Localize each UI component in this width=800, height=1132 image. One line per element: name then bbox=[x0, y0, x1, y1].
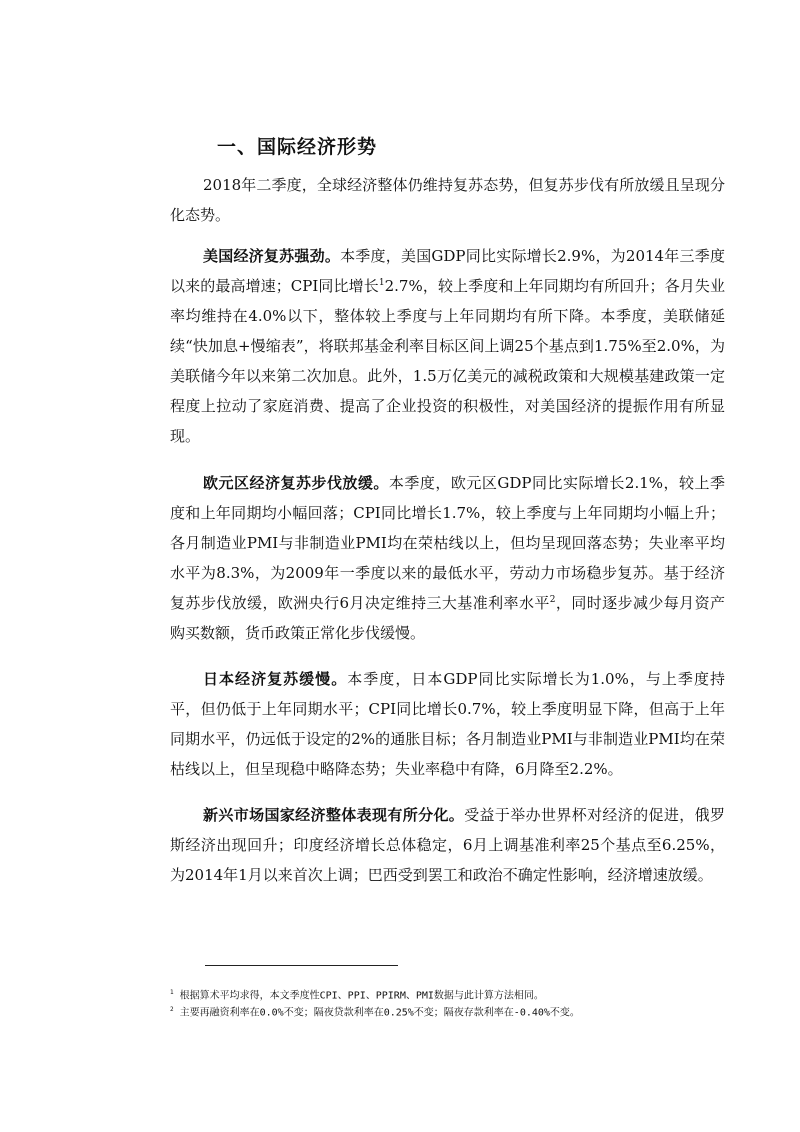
us-economy-text-a: 本季度，美国GDP同比实际增长2.9%，为2014年三季度以来的最高增速；CPI同比增长 bbox=[170, 247, 725, 295]
eurozone-economy-text-a: 本季度，欧元区GDP同比实际增长2.1%，较上季度和上年同期均小幅回落；CPI同比增长1.7%，较上季度与上年同期均小幅上升；各月制造业PMI与非制造业PMI均在荣枯线以上，但均呈现回落态势；失业率平均水平为8.3%，为2009年一季度以来的最低水平，劳动力市场稳步复苏。基于经济复苏步伐放缓，欧洲央行6月决定维持三大基准利率水平 bbox=[170, 474, 725, 612]
us-economy-text-b: 2.7%，较上季度和上年同期均有所回升；各月失业率均维持在4.0%以下，整体较上季度与上年同期均有所下降。本季度，美联储延续“快加息+慢缩表”，将联邦基金利率目标区间上调25个基点到1.75%至2.0%，为美联储今年以来第二次加息。此外，1.5万亿美元的减税政策和大规模基建政策一定程度上拉动了家庭消费、提高了企业投资的积极性，对美国经济的提振作用有所显现。 bbox=[170, 277, 725, 445]
footnote-2 bbox=[170, 1003, 730, 1020]
footnote-1-text: 根据算术平均求得，本文季度性CPI、PPI、PPIRM、PMI数据与此计算方法相同。 bbox=[179, 990, 544, 1002]
japan-economy-paragraph bbox=[170, 664, 725, 784]
emerging-markets-text: 受益于举办世界杯对经济的促进，俄罗斯经济出现回升；印度经济增长总体稳定，6月上调基准利率25个基点至6.25%，为2014年1月以来首次上调；巴西受到罢工和政治不确定性影响，经济增速放缓。 bbox=[170, 806, 725, 884]
footnote-ref-2[interactable]: 2 bbox=[549, 595, 556, 605]
emerging-markets-lead: 新兴市场国家经济整体表现有所分化。 bbox=[203, 806, 465, 824]
intro-text: 2018年二季度，全球经济整体仍维持复苏态势，但复苏步伐有所放缓且呈现分化态势。 bbox=[170, 176, 725, 224]
eurozone-economy-text-b: ，同时逐步减少每月资产购买数额，货币政策正常化步伐缓慢。 bbox=[170, 594, 725, 642]
eurozone-economy-paragraph bbox=[170, 468, 725, 648]
us-economy-lead: 美国经济复苏强劲。 bbox=[203, 247, 341, 265]
footnote-2-text: 主要再融资利率在0.0%不变；隔夜贷款利率在0.25%不变；隔夜存款利率在-0.40%不变。 bbox=[179, 1007, 580, 1019]
intro-paragraph bbox=[170, 170, 725, 230]
footnote-1 bbox=[170, 986, 730, 1003]
us-economy-paragraph bbox=[170, 241, 725, 451]
section-heading: 一、国际经济形势 bbox=[217, 136, 378, 158]
footnote-1-mark: 1 bbox=[170, 989, 174, 996]
emerging-markets-paragraph bbox=[170, 800, 725, 890]
japan-economy-lead: 日本经济复苏缓慢。 bbox=[203, 670, 348, 688]
eurozone-economy-lead: 欧元区经济复苏步伐放缓。 bbox=[203, 474, 389, 492]
japan-economy-text: 本季度，日本GDP同比实际增长为1.0%，与上季度持平，但仍低于上年同期水平；CPI同比增长0.7%，较上季度明显下降，但高于上年同期水平，仍远低于设定的2%的通胀目标；各月制造业PMI与非制造业PMI均在荣枯线以上，但呈现稳中略降态势；失业率稳中有降，6月降至2.2%。 bbox=[170, 670, 725, 778]
footnote-ref-1[interactable]: 1 bbox=[378, 278, 385, 288]
footnote-2-mark: 2 bbox=[170, 1006, 174, 1013]
footnote-divider bbox=[205, 965, 398, 966]
